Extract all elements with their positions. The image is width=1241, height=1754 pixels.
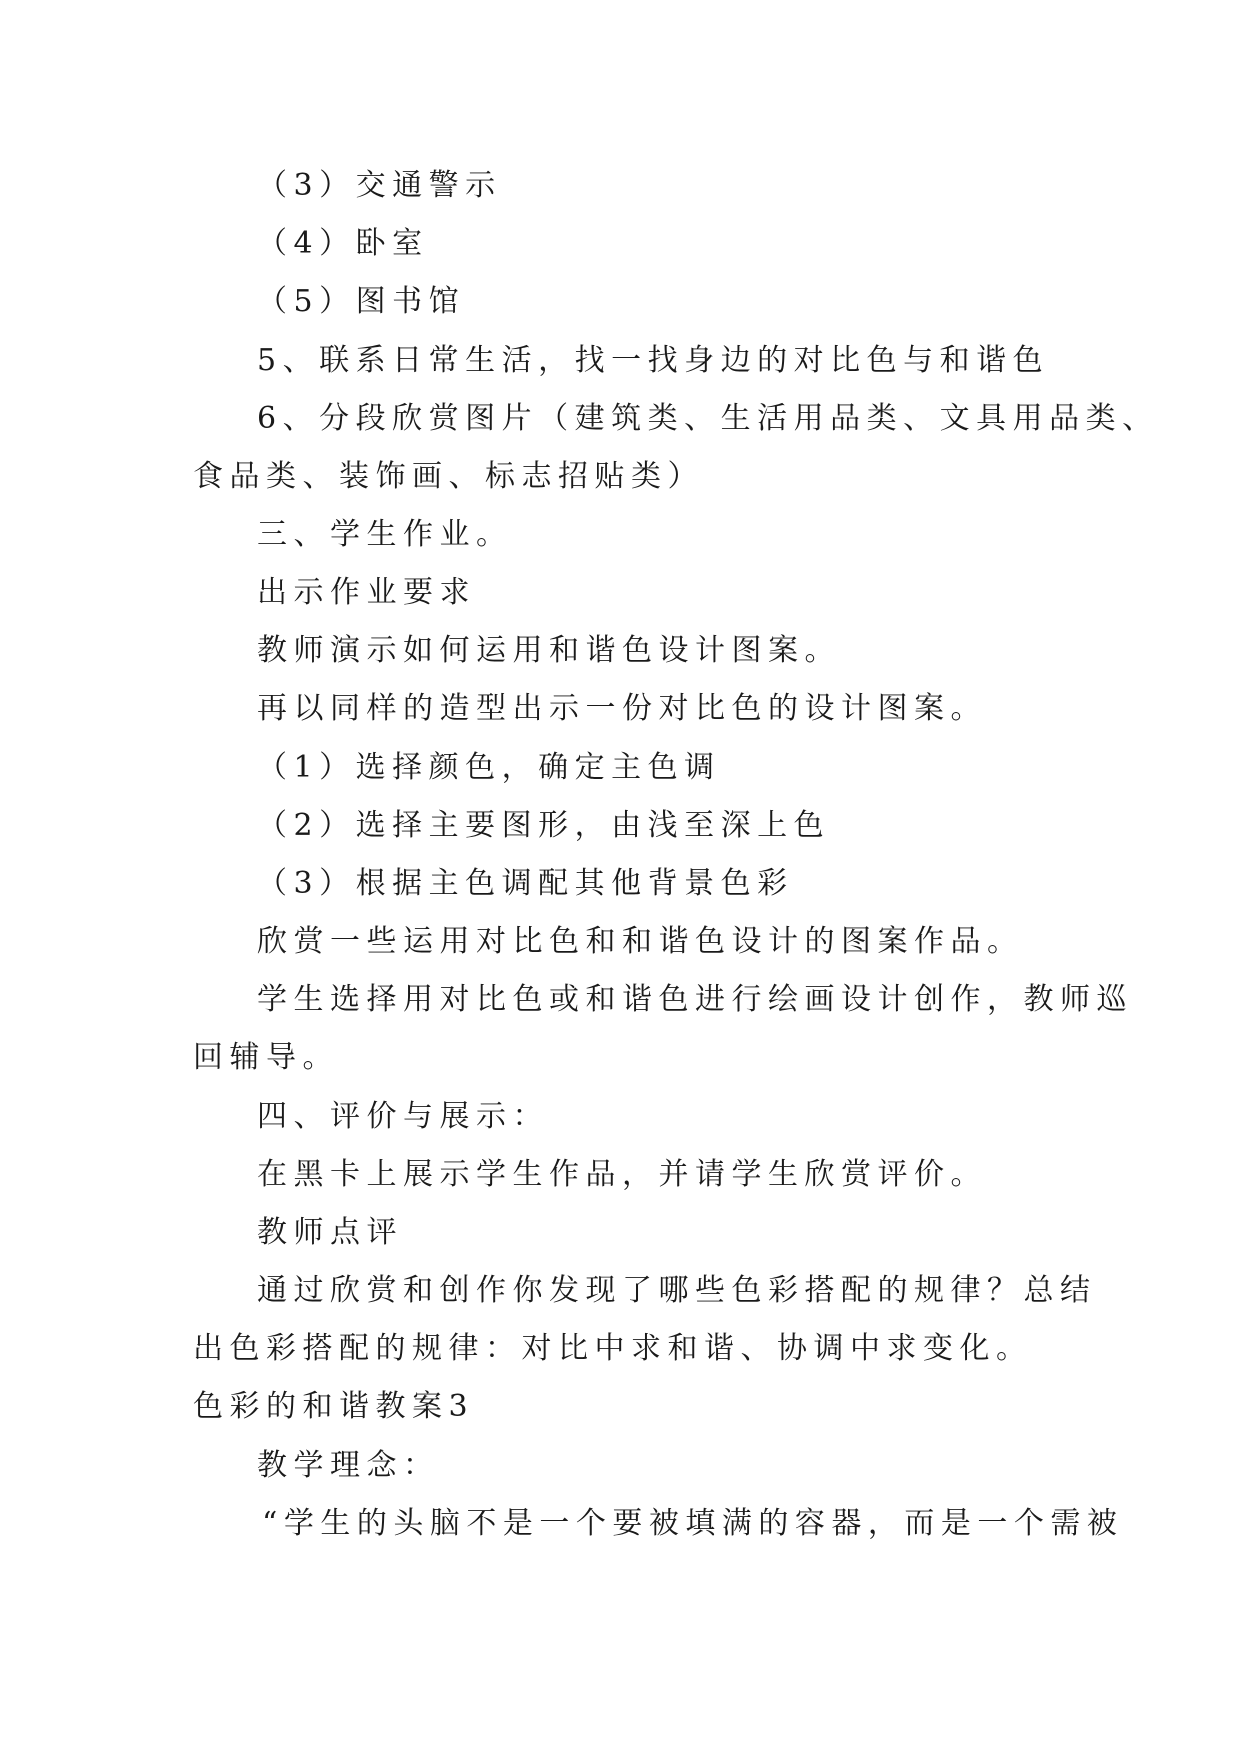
text-line: 在黑卡上展示学生作品，并请学生欣赏评价。 xyxy=(257,1157,987,1192)
text-line: 教学理念： xyxy=(257,1448,440,1483)
text-line: 食品类、装饰画、标志招贴类） xyxy=(193,459,704,494)
text-line: （1）选择颜色，确定主色调 xyxy=(257,750,721,785)
text-line: 再以同样的造型出示一份对比色的设计图案。 xyxy=(257,691,987,726)
text-line: “学生的头脑不是一个要被填满的容器，而是一个需被 xyxy=(262,1506,1124,1541)
text-line: （5）图书馆 xyxy=(257,284,466,319)
text-line: 教师演示如何运用和谐色设计图案。 xyxy=(257,633,841,668)
text-line: 欣赏一些运用对比色和和谐色设计的图案作品。 xyxy=(257,924,1024,959)
text-line: 回辅导。 xyxy=(193,1040,339,1075)
text-line: （2）选择主要图形，由浅至深上色 xyxy=(257,808,831,843)
text-line: 教师点评 xyxy=(257,1215,403,1250)
text-line: 5、联系日常生活，找一找身边的对比色与和谐色 xyxy=(257,343,1050,378)
text-line: 通过欣赏和创作你发现了哪些色彩搭配的规律？总结 xyxy=(257,1273,1097,1308)
document-title: 色彩的和谐教案3 xyxy=(193,1389,475,1424)
text-line: 6、分段欣赏图片（建筑类、生活用品类、文具用品类、 xyxy=(257,401,1159,436)
text-line: 学生选择用对比色或和谐色进行绘画设计创作，教师巡 xyxy=(257,982,1133,1017)
section-heading: 四、评价与展示： xyxy=(257,1099,549,1134)
text-line: 出色彩搭配的规律：对比中求和谐、协调中求变化。 xyxy=(193,1331,1033,1366)
section-heading: 三、学生作业。 xyxy=(257,517,513,552)
text-line: （4）卧室 xyxy=(257,226,429,261)
text-line: （3）根据主色调配其他背景色彩 xyxy=(257,866,794,901)
text-line: 出示作业要求 xyxy=(257,575,476,610)
text-line: （3）交通警示 xyxy=(257,168,502,203)
